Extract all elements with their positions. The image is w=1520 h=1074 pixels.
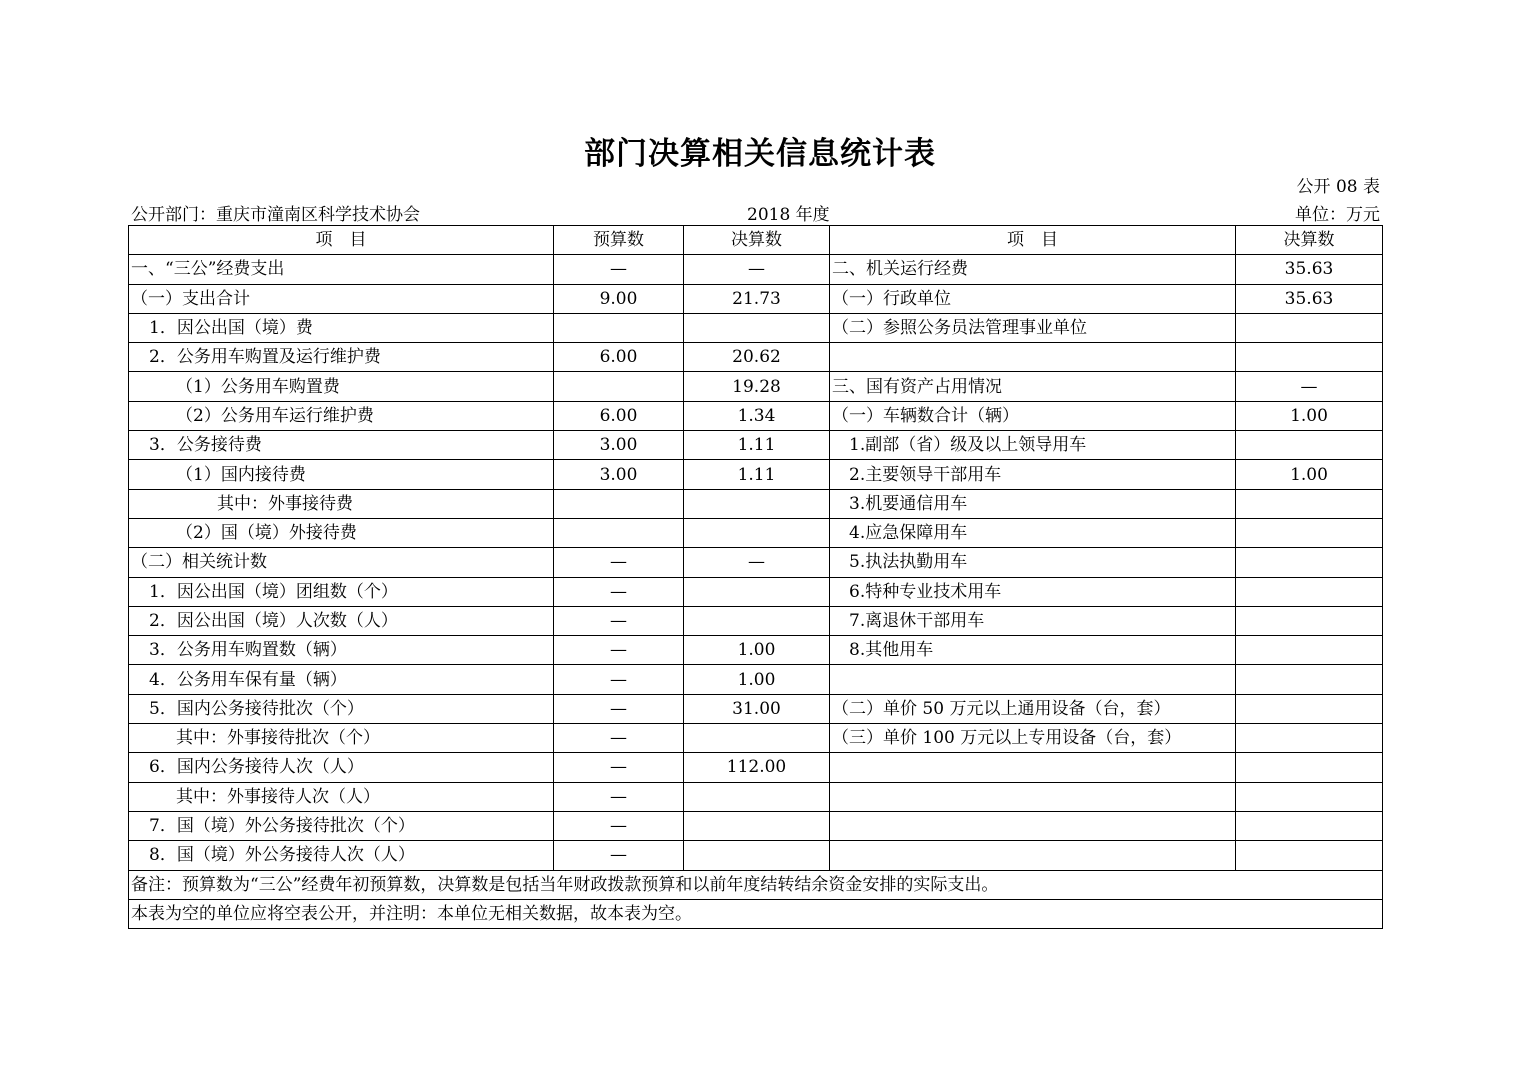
row-item-right: （二）参照公务员法管理事业单位 [830, 313, 1236, 342]
row-final-left [684, 811, 830, 840]
table-row [129, 548, 1383, 577]
table-row [129, 255, 1383, 284]
row-final-left: 1.11 [684, 431, 830, 460]
row-final-left: — [684, 255, 830, 284]
row-item-right [830, 343, 1236, 372]
row-budget: — [554, 694, 684, 723]
row-item-right: （二）单价 50 万元以上通用设备（台，套） [830, 694, 1236, 723]
row-item-right: 2.主要领导干部用车 [830, 460, 1236, 489]
header-item-left: 项 目 [129, 226, 554, 255]
row-final-right [1236, 548, 1383, 577]
table-row [129, 431, 1383, 460]
row-budget [554, 489, 684, 518]
row-final-right [1236, 343, 1383, 372]
row-item-left: 8．国（境）外公务接待人次（人） [129, 841, 554, 870]
row-item-right: 三、国有资产占用情况 [830, 372, 1236, 401]
row-budget: 6.00 [554, 401, 684, 430]
table-body [129, 226, 1383, 929]
table-row [129, 489, 1383, 518]
row-item-right: （一）车辆数合计（辆） [830, 401, 1236, 430]
table-row [129, 811, 1383, 840]
row-budget: 6.00 [554, 343, 684, 372]
row-item-right [830, 665, 1236, 694]
note-row [129, 870, 1383, 899]
row-final-left: 19.28 [684, 372, 830, 401]
note-text: 备注：预算数为“三公”经费年初预算数，决算数是包括当年财政拨款预算和以前年度结转结余资金安排的实际支出。 [129, 870, 1383, 899]
row-item-left: 1．因公出国（境）费 [129, 313, 554, 342]
row-final-left [684, 313, 830, 342]
row-final-right: 1.00 [1236, 401, 1383, 430]
row-final-left: 1.00 [684, 636, 830, 665]
row-final-left: — [684, 548, 830, 577]
row-item-right: 3.机要通信用车 [830, 489, 1236, 518]
row-final-left: 1.11 [684, 460, 830, 489]
row-budget: — [554, 753, 684, 782]
row-item-left: （一）支出合计 [129, 284, 554, 313]
row-item-left: （2）国（境）外接待费 [129, 518, 554, 547]
row-item-right [830, 811, 1236, 840]
row-budget [554, 313, 684, 342]
row-final-left [684, 489, 830, 518]
row-final-left [684, 724, 830, 753]
table-row [129, 606, 1383, 635]
statistics-table [128, 225, 1383, 929]
row-final-right [1236, 636, 1383, 665]
row-item-right [830, 753, 1236, 782]
table-row [129, 372, 1383, 401]
row-item-left: 其中：外事接待批次（个） [129, 724, 554, 753]
row-item-left: 3．公务接待费 [129, 431, 554, 460]
row-item-right: （三）单价 100 万元以上专用设备（台，套） [830, 724, 1236, 753]
row-item-left: （二）相关统计数 [129, 548, 554, 577]
table-row [129, 753, 1383, 782]
table-row [129, 313, 1383, 342]
row-final-right [1236, 313, 1383, 342]
row-item-left: 1．因公出国（境）团组数（个） [129, 577, 554, 606]
table-row [129, 284, 1383, 313]
row-final-right [1236, 782, 1383, 811]
row-final-right [1236, 518, 1383, 547]
row-final-right: — [1236, 372, 1383, 401]
row-budget [554, 518, 684, 547]
row-final-right: 1.00 [1236, 460, 1383, 489]
row-final-right [1236, 811, 1383, 840]
row-budget: 3.00 [554, 460, 684, 489]
row-item-right: 6.特种专业技术用车 [830, 577, 1236, 606]
form-number: 公开 08 表 [1296, 177, 1380, 197]
row-final-right [1236, 841, 1383, 870]
row-item-right: 二、机关运行经费 [830, 255, 1236, 284]
row-item-right: 8.其他用车 [830, 636, 1236, 665]
table-row [129, 460, 1383, 489]
row-item-left: 3．公务用车购置数（辆） [129, 636, 554, 665]
row-item-left: （1）国内接待费 [129, 460, 554, 489]
row-final-left: 1.00 [684, 665, 830, 694]
row-item-right: 4.应急保障用车 [830, 518, 1236, 547]
row-final-left [684, 782, 830, 811]
table-row [129, 782, 1383, 811]
note-row [129, 899, 1383, 928]
row-budget: — [554, 577, 684, 606]
table-row [129, 694, 1383, 723]
header-row [129, 226, 1383, 255]
row-budget: — [554, 606, 684, 635]
department-label: 公开部门：重庆市潼南区科学技术协会 [131, 205, 420, 225]
row-item-left: 4．公务用车保有量（辆） [129, 665, 554, 694]
page-title: 部门决算相关信息统计表 [584, 136, 936, 172]
row-item-left: 7．国（境）外公务接待批次（个） [129, 811, 554, 840]
table-row [129, 343, 1383, 372]
row-final-right [1236, 606, 1383, 635]
row-final-left: 31.00 [684, 694, 830, 723]
table-row [129, 636, 1383, 665]
row-item-left: 一、“三公”经费支出 [129, 255, 554, 284]
row-item-left: （1）公务用车购置费 [129, 372, 554, 401]
row-budget: 3.00 [554, 431, 684, 460]
row-item-left: （2）公务用车运行维护费 [129, 401, 554, 430]
table-row [129, 401, 1383, 430]
row-budget: — [554, 811, 684, 840]
row-final-left [684, 577, 830, 606]
header-item-right: 项 目 [830, 226, 1236, 255]
row-final-right [1236, 694, 1383, 723]
row-item-left: 6．国内公务接待人次（人） [129, 753, 554, 782]
row-final-right [1236, 724, 1383, 753]
table-row [129, 724, 1383, 753]
year-label: 2018 年度 [747, 205, 830, 225]
table-row [129, 577, 1383, 606]
row-budget: — [554, 724, 684, 753]
row-budget: — [554, 782, 684, 811]
row-final-left: 112.00 [684, 753, 830, 782]
header-final-left: 决算数 [684, 226, 830, 255]
row-item-right [830, 841, 1236, 870]
row-final-left [684, 518, 830, 547]
row-item-left: 2．因公出国（境）人次数（人） [129, 606, 554, 635]
row-final-right: 35.63 [1236, 284, 1383, 313]
header-final-right: 决算数 [1236, 226, 1383, 255]
row-final-left: 1.34 [684, 401, 830, 430]
row-item-right [830, 782, 1236, 811]
row-final-left [684, 606, 830, 635]
row-item-left: 其中：外事接待费 [129, 489, 554, 518]
row-item-right: （一）行政单位 [830, 284, 1236, 313]
row-budget: — [554, 665, 684, 694]
table-row [129, 665, 1383, 694]
meta-row [131, 200, 1380, 225]
row-item-left: 5．国内公务接待批次（个） [129, 694, 554, 723]
row-budget: 9.00 [554, 284, 684, 313]
unit-label: 单位：万元 [1295, 205, 1380, 225]
row-budget: — [554, 548, 684, 577]
row-budget: — [554, 636, 684, 665]
row-final-right [1236, 431, 1383, 460]
row-final-left [684, 841, 830, 870]
table-row [129, 841, 1383, 870]
row-budget: — [554, 841, 684, 870]
row-final-right [1236, 489, 1383, 518]
row-final-right [1236, 665, 1383, 694]
row-budget: — [554, 255, 684, 284]
row-final-left: 20.62 [684, 343, 830, 372]
row-budget [554, 372, 684, 401]
row-final-right: 35.63 [1236, 255, 1383, 284]
row-item-right: 1.副部（省）级及以上领导用车 [830, 431, 1236, 460]
row-item-right: 7.离退休干部用车 [830, 606, 1236, 635]
row-final-right [1236, 577, 1383, 606]
row-item-left: 2．公务用车购置及运行维护费 [129, 343, 554, 372]
row-final-right [1236, 753, 1383, 782]
row-item-left: 其中：外事接待人次（人） [129, 782, 554, 811]
row-final-left: 21.73 [684, 284, 830, 313]
table-row [129, 518, 1383, 547]
note-text: 本表为空的单位应将空表公开，并注明：本单位无相关数据，故本表为空。 [129, 899, 1383, 928]
row-item-right: 5.执法执勤用车 [830, 548, 1236, 577]
header-budget: 预算数 [554, 226, 684, 255]
